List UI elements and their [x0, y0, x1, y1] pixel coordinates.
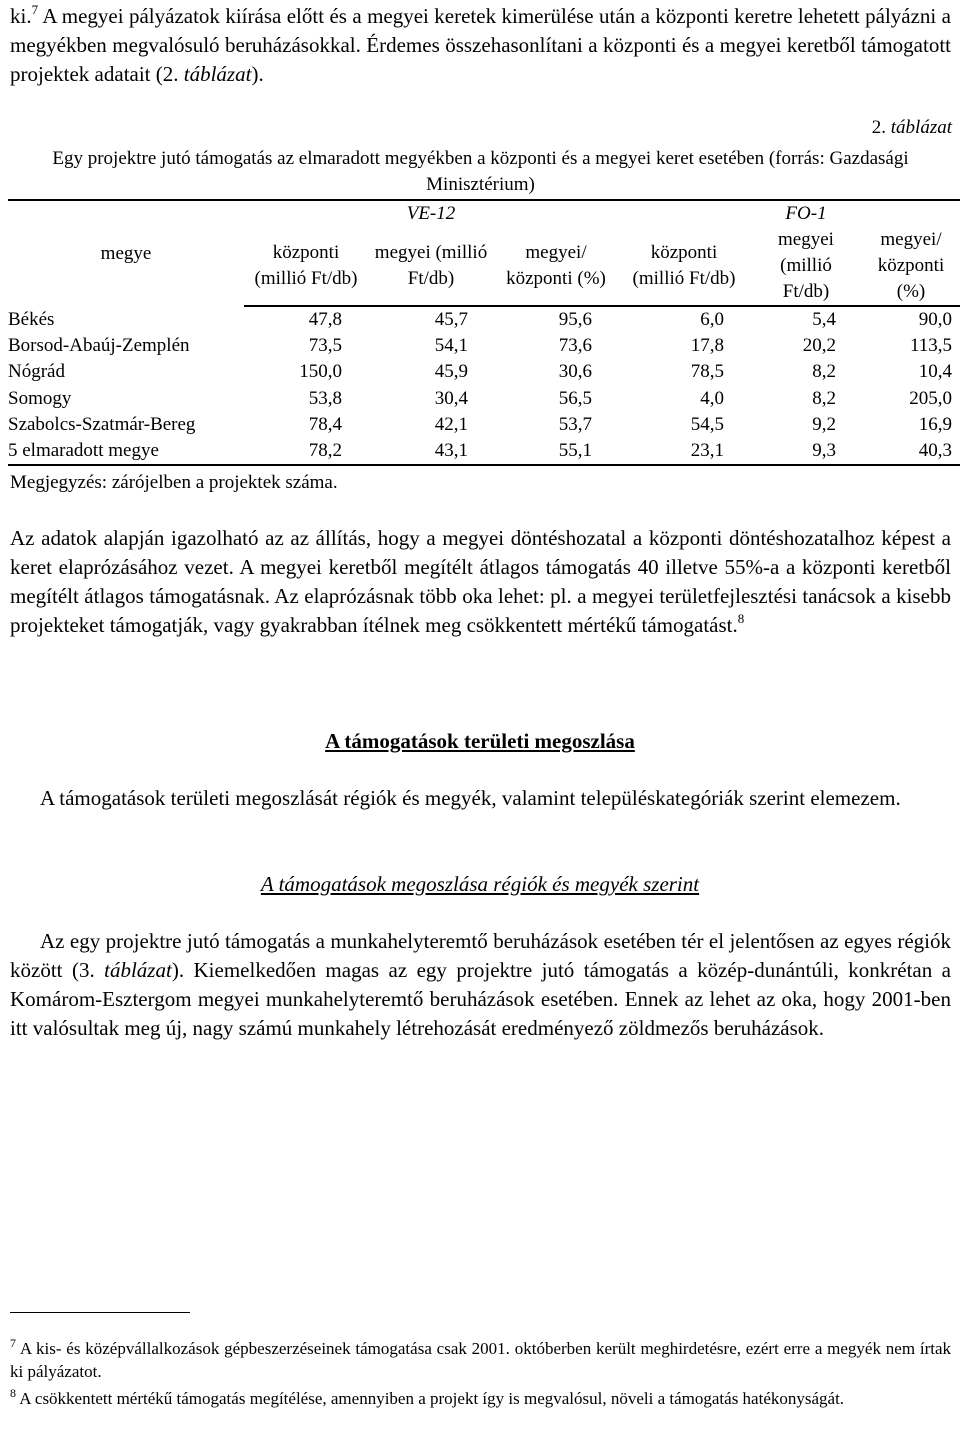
table-cell: 78,4 [308, 413, 342, 435]
table-row [8, 306, 960, 333]
table-label: 2. táblázat [871, 117, 952, 138]
table-cell: 150,0 [299, 361, 342, 383]
table-cell: 78,5 [690, 361, 724, 383]
footnote-ref-8[interactable]: 8 [737, 611, 745, 626]
table-cell: 20,2 [802, 335, 836, 357]
footnote-8 [10, 1387, 951, 1410]
table-cell: 47,8 [308, 309, 342, 331]
table-cell: 55,1 [494, 438, 618, 465]
table-ref-word: táblázat [183, 62, 252, 86]
table-cell: 73,5 [308, 335, 342, 357]
table-cell: 8,2 [812, 361, 836, 383]
table-caption: Egy projektre jutó támogatás az elmaradott megyékben a központi és a megyei keret esetében (forrás: Gazdasági Minisztérium) [52, 148, 909, 195]
footnote-number: 8 [10, 1386, 16, 1400]
table-cell: 4,0 [700, 387, 724, 409]
table-cell: 10,4 [918, 361, 952, 383]
table-cell: 90,0 [918, 309, 952, 331]
table-cell: 53,7 [558, 413, 592, 435]
table-row [8, 386, 960, 412]
intro-text-start: ki. [10, 4, 32, 28]
table-cell: 9,2 [812, 413, 836, 435]
table-row [8, 412, 960, 438]
table-cell: 16,9 [918, 413, 952, 435]
body-paragraph-1: Az adatok alapján igazolható az az állítás, hogy a megyei döntéshozatal a központi döntéshozatalhoz képest a keret elaprózásához vezet. A megyei keretből megítélt átlagos támogatás 40 illetve 55%-a a központi keretből megítélt átlagos támogatásnak. Az elaprózásnak több oka lehet: pl. a megyei területfejlesztési tanácsok a kisebb projekteket támogatják, vagy gyakrabban ítélnek meg csökkentett mértékű támogatást.$^8$ [10, 526, 951, 637]
table-cell: 30,6 [558, 361, 592, 383]
county-name: Szabolcs-Szatmár-Bereg [8, 413, 196, 435]
body-paragraph-2: A támogatások területi megoszlását régiók és megyék, valamint településkategóriák szerint elemezem. [40, 786, 901, 810]
table-cell: 40,3 [862, 438, 960, 465]
column-header: megyei (millió Ft/db) [368, 227, 494, 306]
column-header: megyei/ központi (%) [494, 227, 618, 306]
table-cell: 95,6 [558, 309, 592, 331]
column-header: megyei (millió Ft/db) [750, 227, 862, 306]
table-note: Megjegyzés: zárójelben a projektek száma. [10, 472, 338, 493]
county-name: Békés [8, 308, 55, 330]
intro-text-end: ). [251, 62, 264, 86]
footnote-number: 7 [10, 1336, 16, 1350]
column-header: központi (millió Ft/db) [244, 227, 368, 306]
table-cell: 113,5 [909, 335, 952, 357]
table-cell: 42,1 [434, 413, 468, 435]
table-row-total [8, 438, 960, 465]
column-header: központi (millió Ft/db) [618, 227, 750, 306]
table-ref-number: 2. [162, 62, 184, 86]
county-name: Nógrád [8, 361, 65, 383]
column-header: megyei/ központi (%) [862, 227, 960, 306]
table-cell: 45,7 [434, 309, 468, 331]
subsection-heading: A támogatások megoszlása régiók és megyék szerint [260, 872, 700, 896]
table-cell: 17,8 [690, 335, 724, 357]
table-row [8, 333, 960, 359]
section-heading: A támogatások területi megoszlása [325, 729, 635, 753]
table-cell: 53,8 [308, 387, 342, 409]
table-cell: 6,0 [700, 309, 724, 331]
table-cell: 56,5 [558, 387, 592, 409]
table-cell: 205,0 [909, 387, 952, 409]
footnote-text: A csökkentett mértékű támogatás megítélése, amennyiben a projekt így is megvalósul, növeli a támogatás hatékonyságát. [16, 1389, 845, 1408]
footnote-7 [10, 1337, 951, 1383]
table-cell: 78,2 [244, 438, 368, 465]
table-cell: 73,6 [558, 335, 592, 357]
body-paragraph-3: Az egy projektre jutó támogatás a munkahelyteremtő beruházások esetében tér el jelentősen az egyes régiók között (3. táblázat). Kiemelkedően magas az egy projektre jutó támogatás a közép-dunántúli, konkrétan a Komárom-Esztergom megyei munkahelyteremtő beruházások esetében. Ennek az lehet az oka, hogy 2001-ben itt valósultak meg új, nagy számú munkahely létrehozását eredményező zöldmezős beruházások. [10, 929, 952, 1040]
table-cell: 9,3 [750, 438, 862, 465]
table-cell: 45,9 [434, 361, 468, 383]
table-cell: 5,4 [812, 309, 836, 331]
table-cell: 54,5 [690, 413, 724, 435]
intro-text: A megyei pályázatok kiírása előtt és a megyei keretek kimerülése után a központi keretre lehetett pályázni a megyékben megvalósuló beruházásokkal. Érdemes összehasonlítani a központi és a megyei keretből támogatott projektek adatait ( [10, 4, 951, 86]
table-cell: 23,1 [618, 438, 750, 465]
group-header-ve12: VE-12 [368, 200, 494, 227]
county-name: Borsod-Abaúj-Zemplén [8, 335, 190, 357]
footnote-separator [10, 1312, 190, 1313]
county-name: Somogy [8, 387, 72, 409]
column-header-county: megye [8, 200, 244, 306]
group-header-fo1: FO-1 [750, 200, 862, 227]
table-cell: 8,2 [812, 387, 836, 409]
footnote-ref-7[interactable]: 7 [31, 2, 39, 17]
support-per-project-table [8, 199, 960, 466]
county-name: 5 elmaradott megye [8, 438, 244, 465]
table-cell: 54,1 [434, 335, 468, 357]
intro-paragraph [10, 2, 951, 89]
table-cell: 43,1 [368, 438, 494, 465]
table-cell: 30,4 [434, 387, 468, 409]
footnote-text: A kis- és középvállalkozások gépbeszerzéseinek támogatása csak 2001. októberben került meghirdetésre, ezért erre a megyék nem írtak ki pályázatot. [10, 1339, 951, 1381]
table-row [8, 359, 960, 385]
